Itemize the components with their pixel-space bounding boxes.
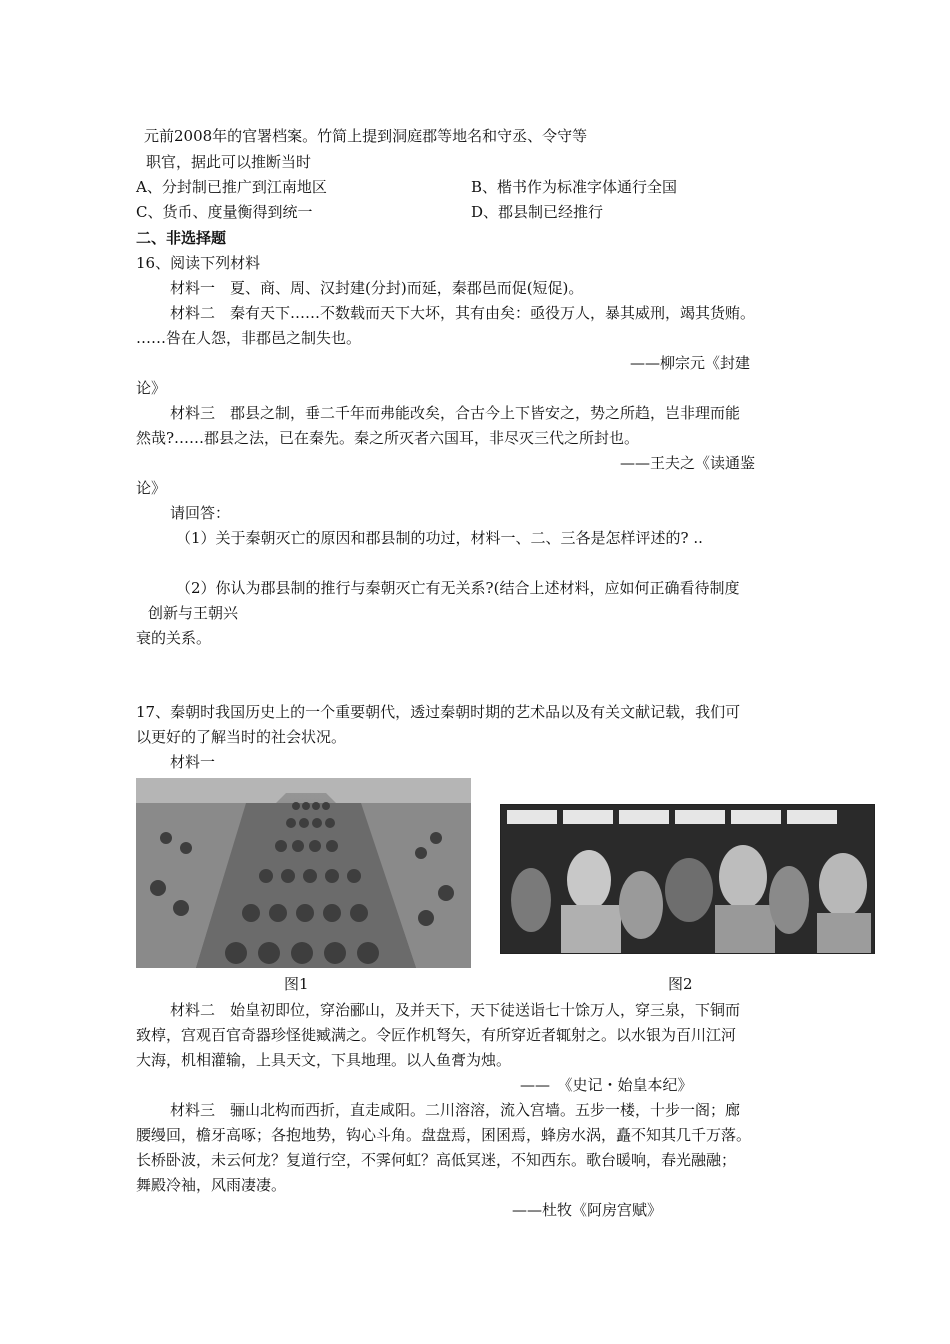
q15-stem-line1: 元前2008年的官署档案。竹简上提到洞庭郡等地名和守丞、令守等 [144,127,588,145]
q15-option-b: B、楷书作为标准字体通行全国 [471,178,678,196]
q17-stem-line1: 17、秦朝时我国历史上的一个重要朝代，透过秦朝时期的艺术品以及有关文献记载，我们可 [136,703,741,721]
q15-option-c: C、货币、度量衡得到统一 [136,203,313,221]
terracotta-warrior-heads-image [501,805,874,953]
q16-material-3-source-end: 论》 [136,479,167,497]
q17-material-2-line1: 材料二 始皇初即位，穿治郦山，及并天下，天下徒送诣七十馀万人，穿三泉，下铜而 [170,1001,741,1019]
q16-material-1: 材料一 夏、商、周、汉封建(分封)而延，秦郡邑而促(短促)。 [170,279,584,297]
q16-material-2-line1: 材料二 秦有天下……不数载而天下大坏，其有由矣：亟役万人，暴其威刑，竭其货贿。 [170,304,756,322]
q15-option-d: D、郡县制已经推行 [471,203,604,221]
q16-material-2-source-end: 论》 [136,379,167,397]
q17-material-3-line1: 材料三 骊山北构而西折，直走咸阳。二川溶溶，流入宫墙。五步一楼，十步一阁；廊 [170,1101,741,1119]
q15-stem-line2: 职官，据此可以推断当时 [146,153,312,171]
q17-material-2-source: —— 《史记・始皇本纪》 [520,1076,693,1094]
q16-subquestion-2-line2: 创新与王朝兴 [148,604,239,622]
q17-material-3-line2: 腰缦回，檐牙高啄；各抱地势，钩心斗角。盘盘焉，囷囷焉，蜂房水涡，矗不知其几千万落。 [136,1126,752,1144]
section-heading: 二、非选择题 [136,229,227,247]
terracotta-army-pit-image [136,778,471,968]
q16-ask: 请回答： [170,504,231,522]
q17-stem-line2: 以更好的了解当时的社会状况。 [136,728,347,746]
q17-material-3-line4: 舞殿冷袖，风雨凄凄。 [136,1176,287,1194]
q16-title: 16、阅读下列材料 [136,254,261,272]
q17-material-3-line3: 长桥卧波，未云何龙？复道行空，不霁何虹？高低冥迷，不知西东。歌台暖响，春光融融； [136,1151,737,1169]
q17-material-2-line3: 大海，机相灌输，上具天文，下具地理。以人鱼膏为烛。 [136,1051,512,1069]
q16-material-3-line2: 然哉?……郡县之法，已在秦先。秦之所灭者六国耳，非尽灭三代之所封也。 [136,429,640,447]
q16-subquestion-1: （1）关于秦朝灭亡的原因和郡县制的功过，材料一、二、三各是怎样评述的? .. [176,529,703,547]
figure-2-caption: 图2 [668,975,693,993]
q16-material-3-source: ——王夫之《读通鉴 [620,454,756,472]
figure-1-caption: 图1 [284,975,309,993]
q17-material-1-label: 材料一 [170,753,216,771]
q16-subquestion-2-line1: （2）你认为郡县制的推行与秦朝灭亡有无关系?(结合上述材料，应如何正确看待制度 [176,579,740,597]
q17-material-3-source: ——杜牧《阿房宫赋》 [512,1201,663,1219]
q16-material-3-line1: 材料三 郡县之制，垂二千年而弗能改矣，合古今上下皆安之，势之所趋，岂非理而能 [170,404,741,422]
q15-option-a: A、分封制已推广到江南地区 [136,178,327,196]
figure-1-terracotta-army-photo [136,778,471,968]
q17-material-2-line2: 致椁，宫观百官奇器珍怪徙臧满之。令匠作机弩矢，有所穿近者辄射之。以水银为百川江河 [136,1026,737,1044]
q16-material-2-source: ——柳宗元《封建 [630,354,751,372]
figure-2-warrior-faces-photo [500,804,875,954]
q16-material-2-line2: ……咎在人怨，非郡邑之制失也。 [136,329,362,347]
q16-subquestion-2-line3: 衰的关系。 [136,629,212,647]
